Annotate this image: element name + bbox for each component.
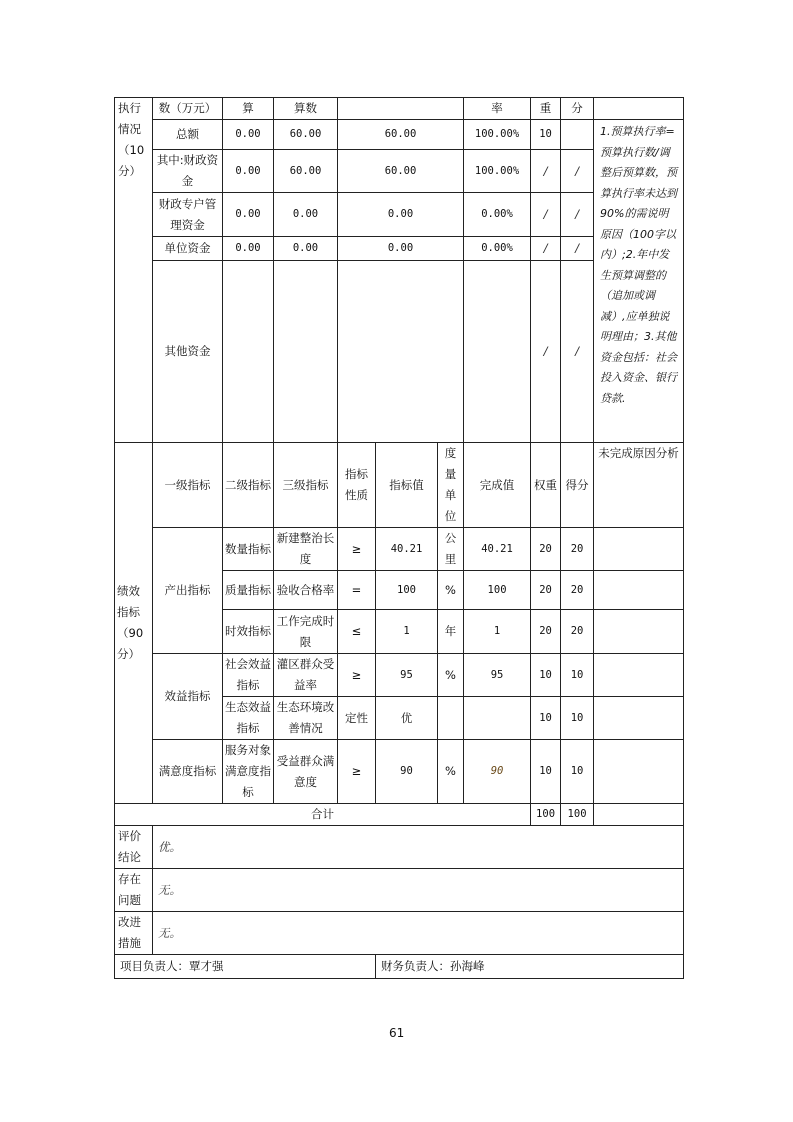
cell (464, 261, 531, 443)
cell (594, 528, 684, 571)
cell (338, 261, 464, 443)
cell (594, 610, 684, 654)
total-label: 合计 (115, 804, 531, 826)
cell: 生态效益指标 (223, 697, 274, 740)
cell: 0.00% (464, 193, 531, 237)
perf-section-label: 绩效指标（90分） (115, 443, 153, 804)
header-cell (338, 98, 464, 120)
cell (464, 697, 531, 740)
cell: 20 (531, 610, 561, 654)
cell (594, 740, 684, 804)
cell: 40.21 (376, 528, 438, 571)
page-number: 61 (389, 1026, 405, 1040)
cell (561, 120, 594, 150)
cell: 0.00 (223, 150, 274, 193)
cell: 90 (464, 740, 531, 804)
cell: 10 (561, 740, 594, 804)
finance-lead: 财务负责人：孙海峰 (376, 955, 684, 979)
header-cell: 重 (531, 98, 561, 120)
cell: 10 (531, 740, 561, 804)
eval-value: 无。 (153, 869, 684, 912)
cell (274, 261, 338, 443)
header-cell: 指标性质 (338, 443, 376, 528)
cell: % (438, 740, 464, 804)
cell: 0.00 (223, 193, 274, 237)
header-cell: 率 (464, 98, 531, 120)
cell: 公里 (438, 528, 464, 571)
cell: 社会效益指标 (223, 654, 274, 697)
performance-table (114, 97, 684, 979)
total-weight: 100 (531, 804, 561, 826)
cell: / (561, 150, 594, 193)
cell: 20 (531, 571, 561, 610)
cell: / (561, 193, 594, 237)
cell: 60.00 (274, 120, 338, 150)
cell: / (561, 237, 594, 261)
cell: 优 (376, 697, 438, 740)
cell: 灌区群众受益率 (274, 654, 338, 697)
header-cell: 算 (223, 98, 274, 120)
project-lead: 项目负责人：覃才强 (115, 955, 376, 979)
cell (594, 804, 684, 826)
cell: 10 (561, 654, 594, 697)
level1-cell: 产出指标 (153, 528, 223, 654)
cell: 0.00 (223, 237, 274, 261)
cell: 验收合格率 (274, 571, 338, 610)
cell: 90 (376, 740, 438, 804)
cell: 0.00 (338, 237, 464, 261)
cell: 60.00 (338, 150, 464, 193)
cell: 1 (376, 610, 438, 654)
cell: 100.00% (464, 120, 531, 150)
cell: 服务对象满意度指标 (223, 740, 274, 804)
header-cell: 未完成原因分析 (594, 443, 684, 528)
cell: 60.00 (274, 150, 338, 193)
header-cell: 指标值 (376, 443, 438, 528)
cell: 0.00 (274, 193, 338, 237)
cell: ≥ (338, 740, 376, 804)
cell (223, 261, 274, 443)
row-name: 其他资金 (153, 261, 223, 443)
cell: 1 (464, 610, 531, 654)
level1-cell: 满意度指标 (153, 740, 223, 804)
cell: 质量指标 (223, 571, 274, 610)
cell: 10 (531, 120, 561, 150)
cell: / (531, 237, 561, 261)
cell: 0.00 (223, 120, 274, 150)
row-name: 单位资金 (153, 237, 223, 261)
cell: 生态环境改善情况 (274, 697, 338, 740)
cell: % (438, 571, 464, 610)
cell: 40.21 (464, 528, 531, 571)
cell: 10 (561, 697, 594, 740)
cell: 10 (531, 697, 561, 740)
header-cell: 得分 (561, 443, 594, 528)
exec-section-label: 执行情况（10分） (115, 98, 153, 443)
cell: % (438, 654, 464, 697)
eval-label: 存在问题 (115, 869, 153, 912)
cell: ≥ (338, 654, 376, 697)
eval-label: 改进措施 (115, 912, 153, 955)
cell: 数量指标 (223, 528, 274, 571)
cell: 20 (531, 528, 561, 571)
cell: 时效指标 (223, 610, 274, 654)
cell (438, 697, 464, 740)
header-cell: 度量单位 (438, 443, 464, 528)
cell: / (531, 193, 561, 237)
cell: = (338, 571, 376, 610)
cell: 100.00% (464, 150, 531, 193)
cell: 95 (464, 654, 531, 697)
row-name: 总额 (153, 120, 223, 150)
cell: 20 (561, 571, 594, 610)
cell (594, 697, 684, 740)
header-cell: 三级指标 (274, 443, 338, 528)
header-cell: 完成值 (464, 443, 531, 528)
cell: 新建整治长度 (274, 528, 338, 571)
cell: 100 (376, 571, 438, 610)
cell: 0.00 (274, 237, 338, 261)
row-name: 财政专户管理资金 (153, 193, 223, 237)
cell (594, 571, 684, 610)
cell (594, 654, 684, 697)
header-cell: 分 (561, 98, 594, 120)
eval-value: 优。 (153, 826, 684, 869)
cell: / (561, 261, 594, 443)
cell: 60.00 (338, 120, 464, 150)
cell: 20 (561, 528, 594, 571)
level1-cell: 效益指标 (153, 654, 223, 740)
cell: 95 (376, 654, 438, 697)
header-cell: 算数 (274, 98, 338, 120)
cell: 定性 (338, 697, 376, 740)
row-name: 其中:财政资金 (153, 150, 223, 193)
header-cell: 数（万元） (153, 98, 223, 120)
cell: 年 (438, 610, 464, 654)
eval-label: 评价结论 (115, 826, 153, 869)
header-cell: 一级指标 (153, 443, 223, 528)
cell: 20 (561, 610, 594, 654)
exec-note: 1.预算执行率=预算执行数/调整后预算数，预算执行率未达到90%的需说明原因（100字以内）;2.年中发生预算调整的（追加或调减）,应单独说明理由；3.其他资金包括：社会投入资金、银行贷款. (594, 120, 684, 443)
cell: 受益群众满意度 (274, 740, 338, 804)
header-cell (594, 98, 684, 120)
header-cell: 权重 (531, 443, 561, 528)
cell: 工作完成时限 (274, 610, 338, 654)
total-score: 100 (561, 804, 594, 826)
cell: 10 (531, 654, 561, 697)
cell: 0.00% (464, 237, 531, 261)
cell: / (531, 261, 561, 443)
cell: 100 (464, 571, 531, 610)
cell: 0.00 (338, 193, 464, 237)
eval-value: 无。 (153, 912, 684, 955)
header-cell: 二级指标 (223, 443, 274, 528)
cell: / (531, 150, 561, 193)
cell: ≤ (338, 610, 376, 654)
cell: ≥ (338, 528, 376, 571)
